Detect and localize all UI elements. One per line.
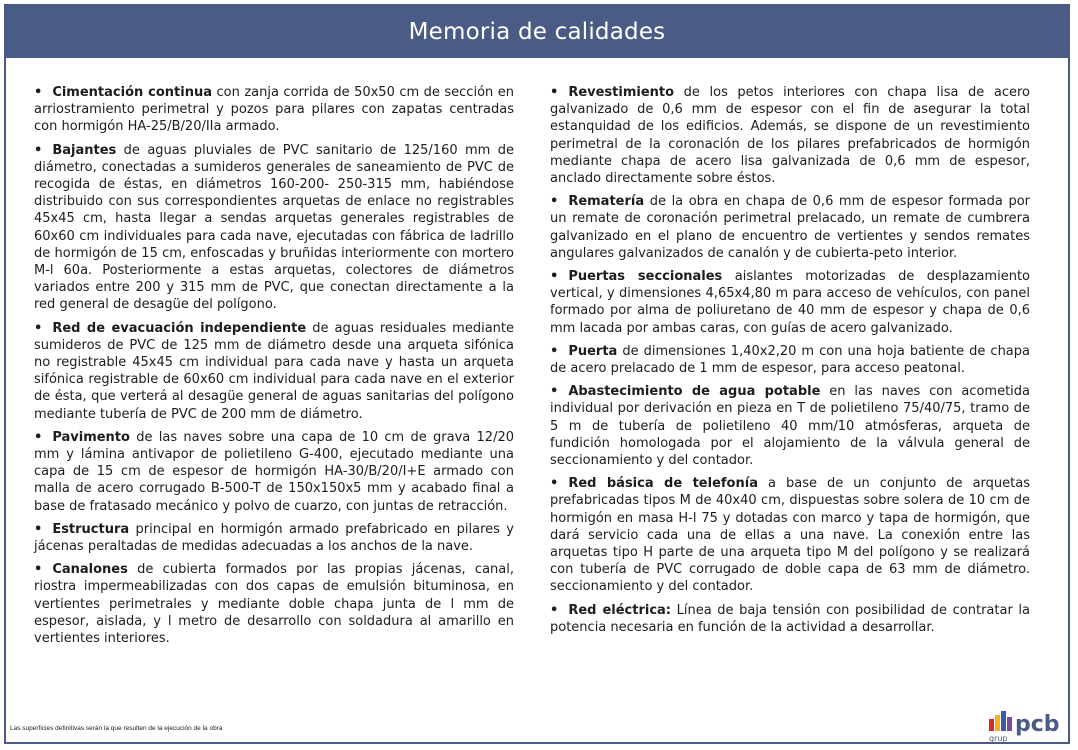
spec-item [550,602,1030,636]
spec-item-text: aislantes motorizadas de desplazamiento vertical, y dimensiones 4,65x4,80 m para acceso de vehículos, con panel formado por alma de poliuretano de 40 mm de espesor y chapa de 0,6 mm lacada por ambas caras, con guías de acero galvanizado. [550,269,1031,336]
bullet: • [550,194,559,210]
spec-item-title: Canalones [52,562,128,578]
spec-item [550,343,1030,377]
logo-sub: grup [989,734,1008,743]
bullet: • [550,476,559,492]
logo-bar-yellow [995,715,1000,731]
spec-item [550,84,1030,187]
spec-item-title: Red eléctrica: [568,602,672,618]
bullet: • [550,384,559,400]
spec-item-title: Red de evacuación independiente [52,320,307,336]
spec-item [550,193,1030,262]
bullet: • [34,142,43,158]
spec-item-title: Pavimento [52,429,130,445]
spec-item-text: de los petos interiores con chapa lisa de acero galvanizado de 0,6 mm de espesor con el fin de asegurar la total estanquidad de los edificios. Además, se dispone de un revestimiento perimetral de la coronación de los pilares prefabricados de hormigón mediante chapa de acero lisa galvanizada de 0,6 mm de espesor, anclado directamente sobre éstos. [550,85,1030,187]
logo-bar-purple [1007,717,1012,731]
footnote: Las superficies definitivas serán la que resulten de la ejecución de la obra [10,725,223,732]
spec-item [550,475,1030,595]
spec-item [34,429,514,515]
spec-item [34,521,514,555]
page-title: Memoria de calidades [6,6,1068,58]
spec-item [34,142,514,314]
bullet: • [550,343,559,359]
pcb-logo [985,705,1063,743]
bullet: • [550,85,559,100]
spec-item-text: de la obra en chapa de 0,6 mm de espesor formada por un remate de coronación perimetral prelacado, un remate de cumbrera galvanizado en el plano de encuentro de vertientes y sendos remates angulares galvanizados de canalón y de cubierta-peto interior. [550,194,1030,261]
spec-item-title: Cimentación continua [52,85,212,100]
spec-item-text: en las naves con acometida individual por derivación en pieza en T de polietileno 75/40/75, tramo de 5 m de tubería de polietileno 40 mm/10 atmósferas, arqueta de fundición homologada por el alojamiento de la válvula general de seccionamiento y del contador. [550,384,1031,469]
spec-item [34,320,514,423]
spec-item-title: Red básica de telefonía [568,476,758,492]
right-column [550,84,1030,642]
logo-bar-blue [1001,711,1006,731]
spec-item-text: de cubierta formados por las propias jácenas, canal, riostra impermeabilizadas con dos capas de emulsión bituminosa, en vertientes perimetrales y mediante doble chapa junta de l mm de espesor, aislada, y l metro de desarrollo con soldadura al amarillo en vertientes interiores. [34,562,514,647]
spec-item-title: Estructura [52,521,130,537]
bullet: • [34,85,43,100]
spec-item-text: con zanja corrida de 50x50 cm de sección en arriostramiento perimetral y pozos para pilares con zapatas centradas con hormigón HA-25/B/20/IIa armado. [34,85,514,135]
spec-item-title: Puertas seccionales [568,269,723,285]
spec-item-text: de las naves sobre una capa de 10 cm de grava 12/20 mm y lámina antivapor de polietileno G-400, ejecutado mediante una capa de 15 cm de espesor de hormigón HA-30/B/20/I+E armado con malla de acero corrugado B-500-T de 150x150x5 mm y acabado final a base de fratasado mecánico y polvo de cuarzo, con juntas de retracción. [34,429,514,514]
spec-item-title: Rematería [568,194,645,210]
spec-item-text: de aguas residuales mediante sumideros de PVC de 125 mm de diámetro desde una arqueta sifónica no registrable 45x45 cm individual para cada nave y hasta un arqueta sifónica registrable de 60x60 cm individual para cada nave en el exterior de ésta, que verterá al desagüe general de aguas sanitarias del polígono mediante tubería de PVC de 200 mm de diámetro. [34,320,514,422]
spec-item-text: de dimensiones 1,40x2,20 m con una hoja batiente de chapa de acero prelacado de 1 mm de espesor, para acceso peatonal. [550,343,1030,377]
bullet: • [34,521,43,537]
bullet: • [34,320,43,336]
bullet: • [550,269,559,285]
spec-item [34,84,514,136]
spec-item-title: Bajantes [52,142,117,158]
spec-item-title: Puerta [568,343,618,359]
spec-item [550,383,1030,469]
bullet: • [34,429,43,445]
bullet: • [550,602,559,618]
logo-bar-red [989,719,994,731]
spec-item [550,268,1030,337]
left-column [34,84,514,653]
spec-item-text: Línea de baja tensión con posibilidad de contratar la potencia necesaria en función de la actividad a desarrollar. [550,602,1030,635]
spec-item-text: a base de un conjunto de arquetas prefabricadas tipos M de 40x40 cm, dispuestas sobre solera de 10 cm de hormigón en masa H-l 75 y dotadas con marco y tapa de hormigón, que dará servicio cada una de ellas a una nave. La conexión entre las arquetas tipo H parte de una arqueta tipo M del polígono y se realizará con tubería de PVC corrugado de doble capa de 63 mm de diámetro. seccionamiento y del contador. [550,476,1030,595]
spec-item-title: Abastecimiento de agua potable [568,384,821,400]
logo-name: pcb [1015,712,1060,737]
spec-item [34,561,514,647]
spec-item-title: Revestimiento [568,85,675,100]
spec-item-text: de aguas pluviales de PVC sanitario de 125/160 mm de diámetro, conectadas a sumideros generales de saneamiento de PVC de recogida de éstas, en diámetros 160-200- 250-315 mm, habiéndose distribuido con sus correspondientes arquetas de enlace no registrables 45x45 cm, hasta llegar a sendas arquetas generales registrables de 60x60 cm individuales para cada nave, ejecutadas con fábrica de ladrillo de hormigón de 15 cm, enfoscadas y bruñidas interiormente con mortero M-l 60a. Posteriormente a estas arquetas, colectores de diámetros variados entre 200 y 315 mm de PVC, que conectan directamente a la red general de desagüe del polígono. [34,142,514,313]
spec-item-text: principal en hormigón armado prefabricado en pilares y jácenas peraltadas de medidas adecuadas a los anchos de la nave. [34,521,514,555]
bullet: • [34,562,43,578]
